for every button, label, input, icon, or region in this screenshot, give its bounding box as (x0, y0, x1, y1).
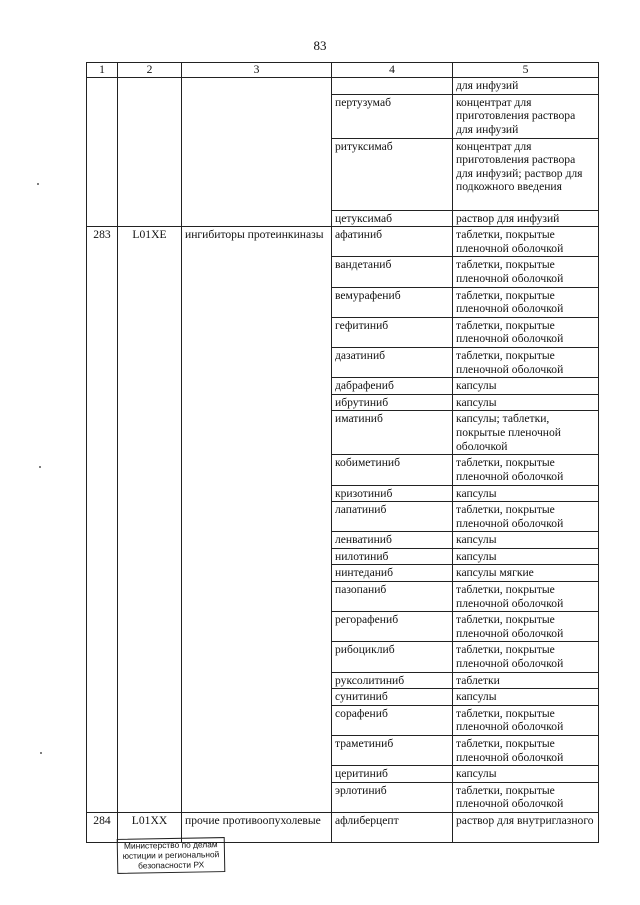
drug-name: гефитиниб (332, 317, 453, 347)
group-number: 283 (87, 227, 118, 813)
header-col-3: 3 (182, 63, 332, 78)
stamp-line-3: безопасности РХ (138, 859, 205, 871)
dosage-form: таблетки (453, 672, 599, 689)
dosage-form: раствор для внутриглазного (453, 812, 599, 842)
drug-name: сунитиниб (332, 689, 453, 706)
dosage-form: капсулы; таблетки, покрытые пленочной оболочкой (453, 411, 599, 455)
dosage-form: таблетки, покрытые пленочной оболочкой (453, 502, 599, 532)
drug-name: дабрафениб (332, 378, 453, 395)
drug-name: пазопаниб (332, 582, 453, 612)
drug-name: цетуксимаб (332, 210, 453, 227)
drug-name: эрлотиниб (332, 782, 453, 812)
stamp-line-2: юстиции и региональной (122, 849, 220, 861)
table-row (87, 78, 599, 95)
dosage-form: таблетки, покрытые пленочной оболочкой (453, 612, 599, 642)
dosage-form: капсулы (453, 394, 599, 411)
dosage-form: концентрат для приготовления раствора для инфузий (453, 94, 599, 138)
drug-name: лапатиниб (332, 502, 453, 532)
dosage-form: для инфузий (453, 78, 599, 95)
drug-name: регорафениб (332, 612, 453, 642)
dosage-form: капсулы (453, 378, 599, 395)
drug-name: церитиниб (332, 766, 453, 783)
group-num-cell (87, 78, 118, 95)
drug-name: ленватиниб (332, 532, 453, 549)
drug-name: нинтеданиб (332, 565, 453, 582)
dosage-form: раствор для инфузий (453, 210, 599, 227)
dosage-form: капсулы (453, 485, 599, 502)
drug-name: афатиниб (332, 227, 453, 257)
drug-name: кобиметиниб (332, 455, 453, 485)
dosage-form: таблетки, покрытые пленочной оболочкой (453, 582, 599, 612)
dosage-form: таблетки, покрытые пленочной оболочкой (453, 227, 599, 257)
table-row (87, 210, 599, 227)
header-col-4: 4 (332, 63, 453, 78)
drug-table (86, 62, 599, 843)
group-atc-code: L01XE (118, 227, 182, 813)
dosage-form: капсулы (453, 689, 599, 706)
dosage-form: капсулы (453, 766, 599, 783)
header-col-5: 5 (453, 63, 599, 78)
scan-speck (40, 752, 42, 754)
drug-name: вемурафениб (332, 287, 453, 317)
dosage-form: капсулы мягкие (453, 565, 599, 582)
scan-speck (37, 183, 39, 185)
drug-name: рибоциклиб (332, 642, 453, 672)
group-name: прочие противоопухолевые (182, 812, 332, 842)
dosage-form: таблетки, покрытые пленочной оболочкой (453, 347, 599, 377)
drug-name: вандетаниб (332, 257, 453, 287)
drug-name: афлиберцепт (332, 812, 453, 842)
ministry-stamp (117, 837, 226, 874)
dosage-form: таблетки, покрытые пленочной оболочкой (453, 705, 599, 735)
drug-name: сорафениб (332, 705, 453, 735)
group-code-cell (118, 78, 182, 95)
dosage-form: капсулы (453, 548, 599, 565)
group-name: ингибиторы протеинкиназы (182, 227, 332, 813)
drug-name: пертузумаб (332, 94, 453, 138)
drug-name: ритуксимаб (332, 138, 453, 210)
group-name-cell (182, 78, 332, 95)
table-header-row (87, 63, 599, 78)
table-row (87, 94, 599, 138)
drug-name: дазатиниб (332, 347, 453, 377)
dosage-form: капсулы (453, 532, 599, 549)
dosage-form: таблетки, покрытые пленочной оболочкой (453, 257, 599, 287)
drug-name: ибрутиниб (332, 394, 453, 411)
dosage-form: концентрат для приготовления раствора для инфузий; раствор для подкожного введения (453, 138, 599, 210)
header-col-2: 2 (118, 63, 182, 78)
dosage-form: таблетки, покрытые пленочной оболочкой (453, 642, 599, 672)
group-atc-code: L01XX (118, 812, 182, 842)
dosage-form: таблетки, покрытые пленочной оболочкой (453, 782, 599, 812)
dosage-form: таблетки, покрытые пленочной оболочкой (453, 287, 599, 317)
dosage-form: таблетки, покрытые пленочной оболочкой (453, 455, 599, 485)
drug-name: траметиниб (332, 736, 453, 766)
drug-name: руксолитиниб (332, 672, 453, 689)
dosage-form: таблетки, покрытые пленочной оболочкой (453, 736, 599, 766)
table-row (87, 227, 599, 257)
dosage-form: таблетки, покрытые пленочной оболочкой (453, 317, 599, 347)
header-col-1: 1 (87, 63, 118, 78)
drug-name: нилотиниб (332, 548, 453, 565)
scan-speck (39, 466, 41, 468)
group-number: 284 (87, 812, 118, 842)
table-row (87, 138, 599, 210)
drug-name (332, 78, 453, 95)
page-number: 83 (313, 38, 327, 53)
stamp-line-1: Министерство по делам (123, 839, 218, 851)
drug-name: иматиниб (332, 411, 453, 455)
drug-name: кризотиниб (332, 485, 453, 502)
